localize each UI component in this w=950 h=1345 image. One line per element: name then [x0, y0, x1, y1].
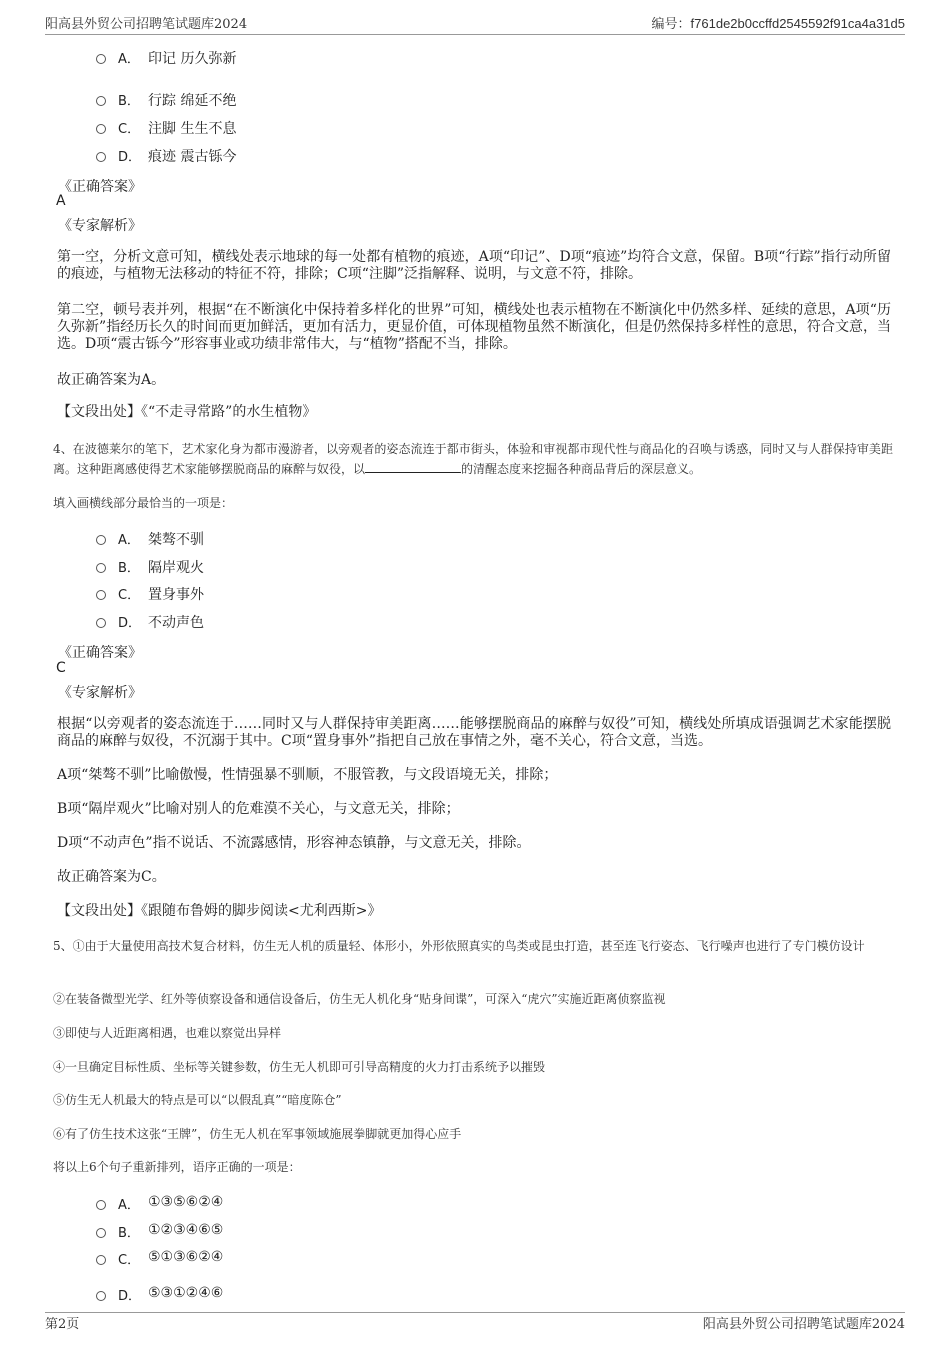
page-number: 第2页 — [45, 1317, 80, 1332]
radio-icon[interactable] — [96, 618, 106, 628]
q4-analysis-paragraph: D项“不动声色”指不说话、不流露感情，形容神态镇静，与文意无关，排除。 — [57, 835, 531, 851]
q4-analysis-paragraph: 根据“以旁观者的姿态流连于……同时又与人群保持审美距离……能够摆脱商品的麻醉与奴役”可知，横线处所填成语强调艺术家能摆脱商品的麻醉与奴役，不沉溺于其中。C项“置身事外”指把自己放在事情之外，毫不关心，符合文意，当选。 — [57, 716, 891, 749]
q4-analysis-paragraph: A项“桀骜不驯”比喻傲慢，性情强暴不驯顺，不服管教，与文段语境无关，排除； — [57, 767, 558, 783]
q4-stem: 4、在波德莱尔的笔下，艺术家化身为都市漫游者，以旁观者的姿态流连于都市街头，体验和审视都市现代性与商品化的召唤与诱惑，同时又与人群保持审美距离。这种距离感使得艺术家能够摆脱商品的麻醉与奴役，以 的清醒态度来挖掘各种商品背后的深层意义。 — [53, 442, 893, 476]
q3-analysis-label: 《专家解析》 — [58, 218, 142, 234]
q4-analysis-label: 《专家解析》 — [58, 685, 142, 701]
radio-icon[interactable] — [96, 54, 106, 64]
radio-icon[interactable] — [96, 124, 106, 134]
q5-sentence-6: ⑥有了仿生技术这张“王牌”，仿生无人机在军事领域施展拳脚就更加得心应手 — [53, 1127, 462, 1141]
q4-answer-label: 《正确答案》 — [58, 645, 142, 661]
q5-sentence-2: ②在装备微型光学、红外等侦察设备和通信设备后，仿生无人机化身“贴身间谍”，可深入“虎穴”实施近距离侦察监视 — [53, 992, 666, 1006]
q5-sentence-3: ③即使与人近距离相遇，也难以察觉出异样 — [53, 1026, 282, 1040]
q5-prompt: 将以上6个句子重新排列，语序正确的一项是： — [53, 1160, 301, 1174]
q3-source: 【文段出处】《“不走寻常路”的水生植物》 — [57, 404, 317, 420]
q3-analysis-paragraph: 第二空，顿号表并列，根据“在不断演化中保持着多样化的世界”可知，横线处也表示植物在不断演化中仍然多样、延续的意思，A项“历久弥新”指经历长久的时间而更加鲜活，更加有活力，更显价值，可体现植物虽然不断演化，但是仍然保持多样性的意思，符合文意，当选。D项“震古铄今”形容事业或功绩非常伟大，与“植物”搭配不当，排除。 — [57, 302, 891, 352]
radio-icon[interactable] — [96, 1291, 106, 1301]
radio-icon[interactable] — [96, 1255, 106, 1265]
q3-analysis-paragraph: 第一空，分析文意可知，横线处表示地球的每一处都有植物的痕迹，A项“印记”、D项“痕迹”均符合文意，保留。B项“行踪”指行动所留的痕迹，与植物无法移动的特征不符，排除；C项“注脚”泛指解释、说明，与文意不符，排除。 — [57, 249, 891, 282]
document-id: 编号：f761de2b0ccffd2545592f91ca4a31d5 — [651, 16, 905, 31]
q4-analysis-conclusion: 故正确答案为C。 — [57, 869, 166, 885]
radio-icon[interactable] — [96, 1200, 106, 1210]
header-divider — [45, 34, 905, 35]
q5-sentence-5: ⑤仿生无人机最大的特点是可以“以假乱真”“暗度陈仓” — [53, 1093, 342, 1107]
header-title: 阳高县外贸公司招聘笔试题库2024 — [45, 17, 248, 32]
radio-icon[interactable] — [96, 590, 106, 600]
radio-icon[interactable] — [96, 1228, 106, 1238]
footer-title: 阳高县外贸公司招聘笔试题库2024 — [702, 1317, 905, 1332]
q4-analysis-paragraph: B项“隔岸观火”比喻对别人的危难漠不关心，与文意无关，排除； — [57, 801, 460, 817]
q5-sentence-4: ④一旦确定目标性质、坐标等关键参数，仿生无人机即可引导高精度的火力打击系统予以摧毁 — [53, 1060, 546, 1074]
answer-blank — [365, 460, 461, 473]
radio-icon[interactable] — [96, 563, 106, 573]
q4-source: 【文段出处】《跟随布鲁姆的脚步阅读<尤利西斯>》 — [57, 903, 382, 919]
q3-answer-label: 《正确答案》 — [58, 179, 142, 195]
q3-answer: A — [56, 193, 66, 209]
radio-icon[interactable] — [96, 152, 106, 162]
q5-sentence-1: 5、①由于大量使用高技术复合材料，仿生无人机的质量轻、体形小，外形依照真实的鸟类或昆虫打造，甚至连飞行姿态、飞行噪声也进行了专门模仿设计 — [53, 939, 865, 953]
radio-icon[interactable] — [96, 96, 106, 106]
q4-answer: C — [56, 660, 66, 676]
radio-icon[interactable] — [96, 535, 106, 545]
q4-prompt: 填入画横线部分最恰当的一项是： — [53, 496, 234, 510]
q3-analysis-conclusion: 故正确答案为A。 — [57, 372, 166, 388]
